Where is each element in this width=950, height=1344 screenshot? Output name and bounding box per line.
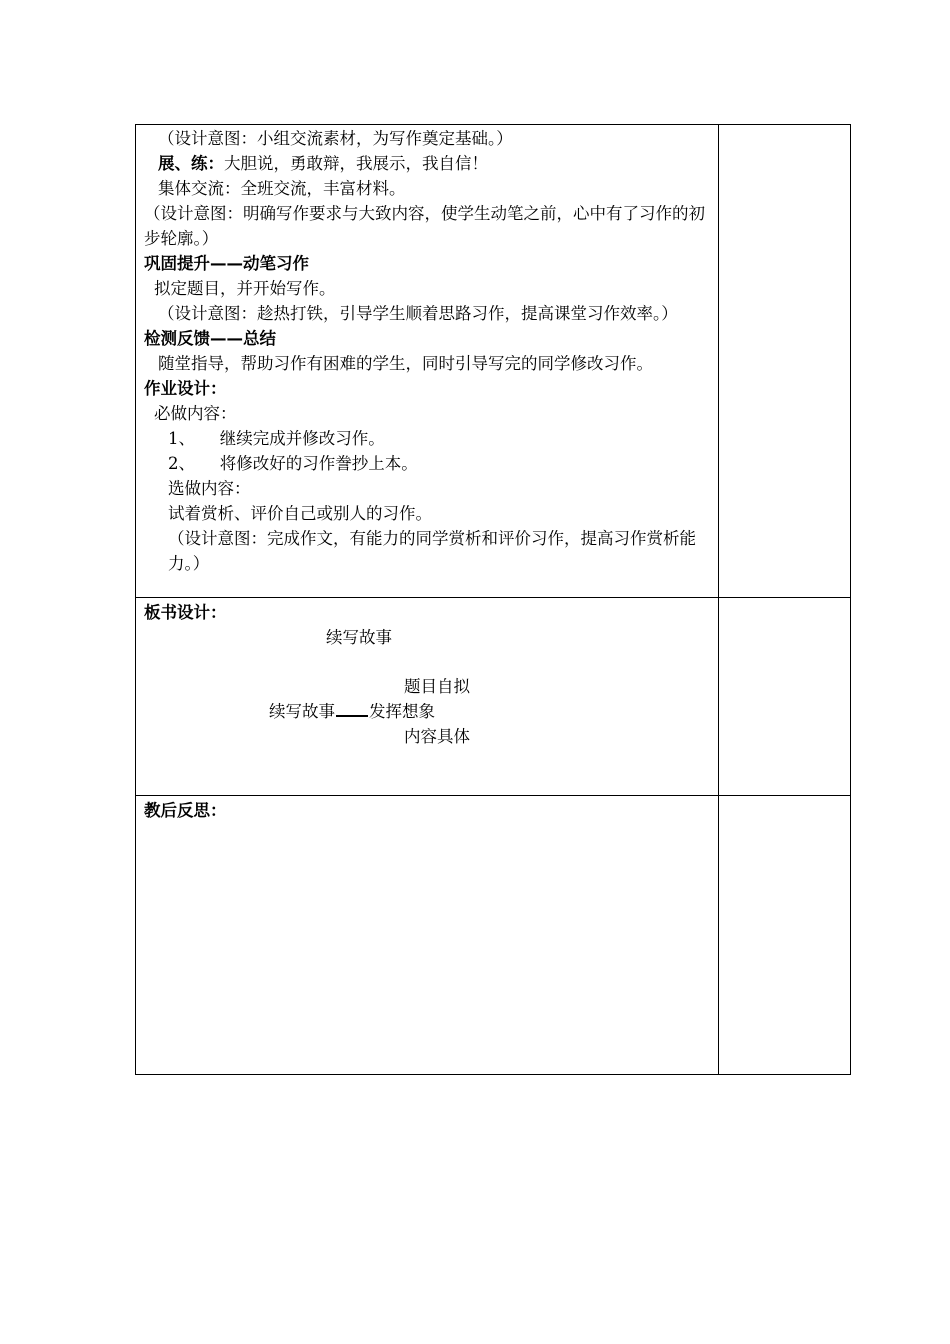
process-line bbox=[136, 126, 718, 151]
process-line-text: 集体交流：全班交流，丰富材料。 bbox=[158, 179, 406, 198]
process-line-text: 拟定题目，并开始写作。 bbox=[154, 279, 336, 298]
process-row bbox=[136, 125, 851, 598]
board-item-top: 题目自拟 bbox=[404, 677, 470, 696]
process-line-text: 随堂指导，帮助习作有困难的学生，同时引导写完的同学修改习作。 bbox=[158, 354, 653, 373]
process-line bbox=[136, 251, 718, 276]
lesson-plan-table bbox=[135, 124, 851, 1075]
process-line bbox=[136, 526, 718, 576]
board-heading: 板书设计： bbox=[144, 603, 227, 622]
notes-cell-3 bbox=[718, 796, 850, 1075]
process-line bbox=[136, 376, 718, 401]
process-line bbox=[136, 301, 718, 326]
board-stem: 续写故事 bbox=[269, 702, 335, 721]
board-connector-line bbox=[336, 699, 368, 717]
process-line-text: （设计意图：明确写作要求与大致内容，使学生动笔之前，心中有了习作的初步轮廓。） bbox=[144, 204, 705, 248]
reflection-heading: 教后反思： bbox=[144, 801, 227, 820]
process-line-text: （设计意图：趁热打铁，引导学生顺着思路习作，提高课堂习作效率。） bbox=[158, 304, 678, 323]
process-line-text: （设计意图：完成作文，有能力的同学赏析和评价习作，提高习作赏析能力。） bbox=[168, 529, 696, 573]
process-lines bbox=[136, 125, 718, 576]
process-line bbox=[136, 426, 718, 451]
process-line bbox=[136, 476, 718, 501]
process-line bbox=[136, 276, 718, 301]
process-line-heading: 作业设计： bbox=[144, 379, 227, 398]
process-line-heading: 巩固提升——动笔习作 bbox=[144, 254, 309, 273]
process-line bbox=[136, 151, 718, 176]
process-line-text: 大胆说，勇敢辩，我展示，我自信！ bbox=[224, 154, 488, 173]
process-line-text: （设计意图：小组交流素材，为写作奠定基础。） bbox=[158, 129, 513, 148]
board-stem-line bbox=[269, 699, 435, 724]
board-item-mid: 发挥想象 bbox=[369, 702, 435, 721]
reflection-cell bbox=[136, 796, 719, 1075]
process-line bbox=[136, 351, 718, 376]
process-line bbox=[136, 451, 718, 476]
notes-cell-1 bbox=[718, 125, 850, 598]
board-row bbox=[136, 598, 851, 796]
board-design bbox=[136, 598, 718, 795]
reflection-row bbox=[136, 796, 851, 1075]
notes-cell-2 bbox=[718, 598, 850, 796]
board-title: 续写故事 bbox=[326, 628, 392, 647]
process-line-text: 2、 将修改好的习作誊抄上本。 bbox=[168, 454, 418, 473]
process-line bbox=[136, 326, 718, 351]
process-line bbox=[136, 176, 718, 201]
process-line-text: 选做内容： bbox=[168, 479, 251, 498]
board-item-bottom: 内容具体 bbox=[404, 727, 470, 746]
process-line bbox=[136, 501, 718, 526]
process-cell bbox=[136, 125, 719, 598]
process-line-heading: 展、练： bbox=[158, 154, 224, 173]
process-line bbox=[136, 201, 718, 251]
process-line-heading: 检测反馈——总结 bbox=[144, 329, 276, 348]
process-line-text: 1、 继续完成并修改习作。 bbox=[168, 429, 385, 448]
board-cell bbox=[136, 598, 719, 796]
process-line bbox=[136, 401, 718, 426]
process-line-text: 必做内容： bbox=[154, 404, 237, 423]
process-line-text: 试着赏析、评价自己或别人的习作。 bbox=[168, 504, 432, 523]
